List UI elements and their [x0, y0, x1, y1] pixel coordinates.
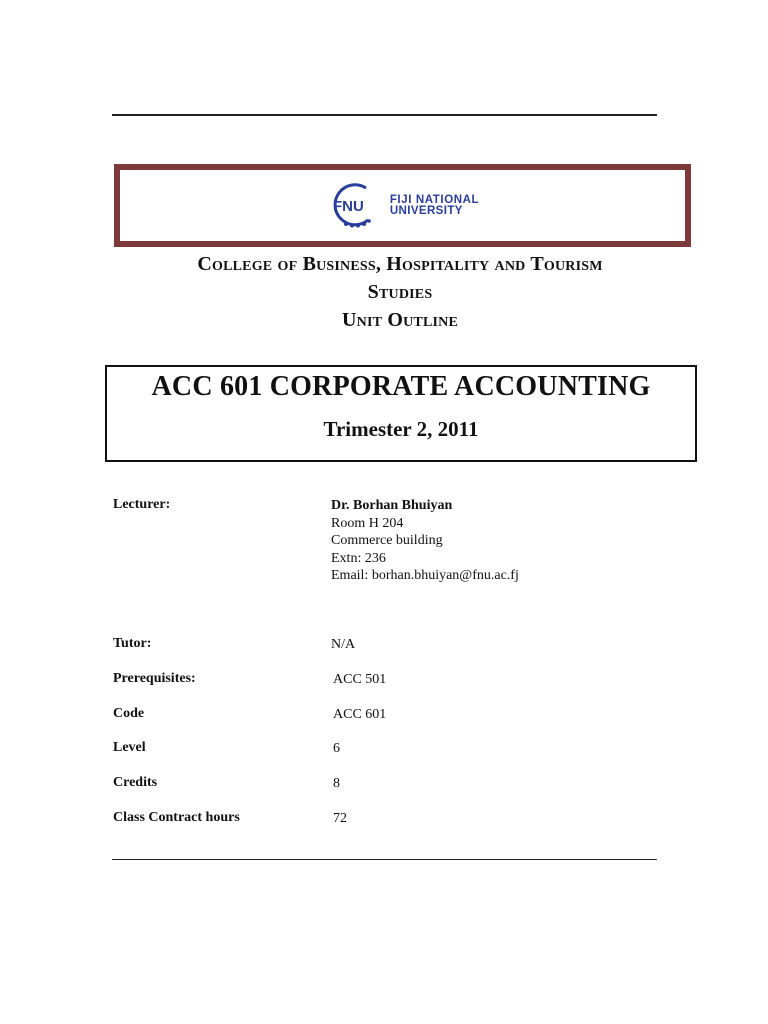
detail-label: Level: [113, 740, 146, 755]
detail-label: Class Contract hours: [113, 810, 240, 825]
lecturer-room: Room H 204: [331, 515, 404, 531]
detail-label: Tutor:: [113, 636, 152, 651]
lecturer-email: Email: borhan.bhuiyan@fnu.ac.fj: [331, 568, 519, 583]
lecturer-building: Commerce building: [331, 533, 443, 548]
detail-label: Credits: [113, 775, 158, 790]
lecturer-label: Lecturer:: [113, 497, 171, 512]
course-title: ACC 601 CORPORATE ACCOUNTING: [151, 371, 651, 402]
detail-value: ACC 601: [333, 707, 387, 722]
lecturer-extension: Extn: 236: [331, 550, 386, 566]
svg-text:FNU: FNU: [332, 197, 364, 215]
logo-name-line1: FIJI NATIONAL: [389, 193, 480, 206]
logo-name-line2: UNIVERSITY: [389, 204, 463, 217]
bottom-rule: [112, 859, 657, 860]
top-rule: [112, 114, 657, 116]
logo-banner: [114, 164, 691, 247]
detail-label: Code: [113, 706, 145, 721]
college-line-2: Studies: [367, 281, 433, 303]
college-line-1: College of Business, Hospitality and Tourism: [197, 253, 603, 275]
detail-value: 8: [333, 776, 340, 791]
lecturer-name: Dr. Borhan Bhuiyan: [331, 498, 453, 513]
detail-value: N/A: [331, 637, 356, 652]
course-title-box: [105, 365, 697, 462]
detail-value: 6: [333, 741, 340, 756]
college-line-3: Unit Outline: [342, 309, 458, 331]
fnu-emblem-icon: [326, 182, 384, 230]
detail-value: 72: [333, 811, 347, 826]
fnu-logo: [326, 182, 479, 230]
detail-label: Prerequisites:: [113, 671, 196, 686]
course-term: Trimester 2, 2011: [323, 417, 479, 441]
logo-wordmark: [390, 195, 479, 217]
detail-value: ACC 501: [333, 672, 387, 687]
college-heading: [60, 250, 740, 334]
